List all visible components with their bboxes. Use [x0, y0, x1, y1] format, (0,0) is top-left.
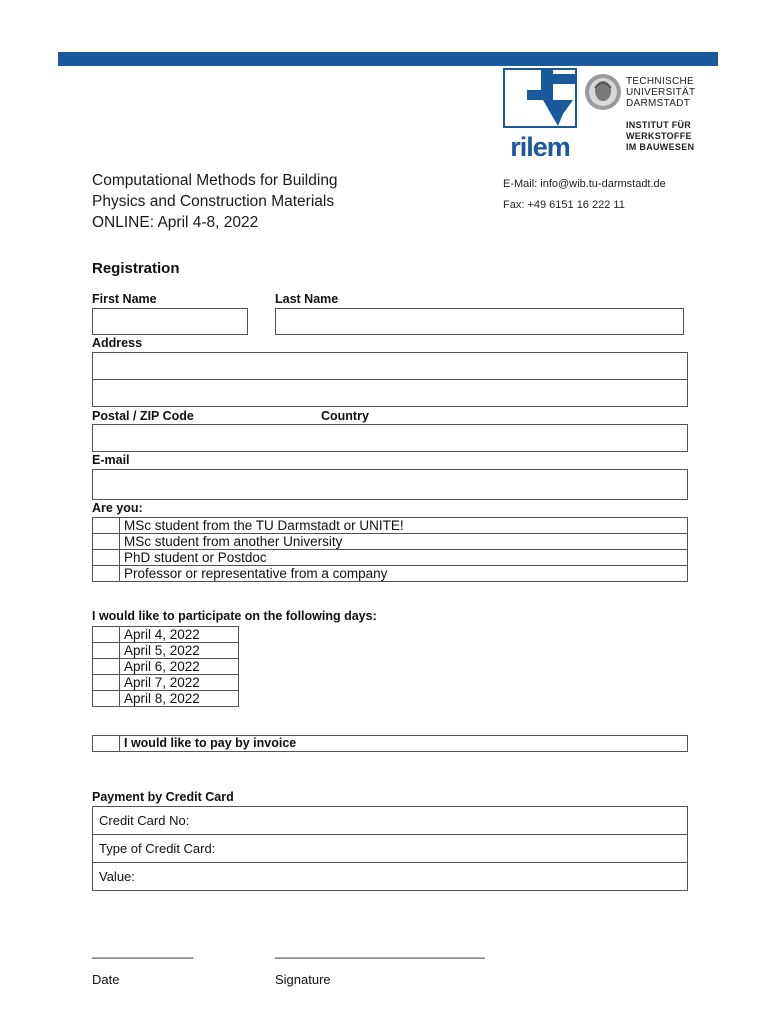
contact-info	[503, 174, 666, 216]
address-line1-field[interactable]	[92, 352, 688, 380]
email-field[interactable]	[92, 469, 688, 500]
credit-card-table	[92, 806, 688, 891]
credit-card-value-field[interactable]: Value:	[99, 869, 135, 884]
checkbox[interactable]	[93, 627, 120, 643]
list-item: Professor or representative from a company	[93, 566, 688, 582]
checkbox[interactable]	[93, 643, 120, 659]
address-label: Address	[92, 336, 143, 350]
event-title: Computational Methods for Building Physics and Construction Materials ONLINE: April 4-8, 2022	[92, 172, 338, 231]
list-item: April 7, 2022	[93, 675, 239, 691]
institute-name: INSTITUT FÜR WERKSTOFFE IM BAUWESEN	[626, 120, 695, 152]
address-line2-field[interactable]	[92, 379, 688, 407]
contact-email: E-Mail: info@wib.tu-darmstadt.de	[503, 178, 666, 190]
email-label: E-mail	[92, 453, 130, 467]
contact-fax: Fax: +49 6151 16 222 11	[503, 199, 625, 211]
are-you-options	[92, 517, 688, 582]
invoice-option	[92, 735, 688, 752]
list-item: April 6, 2022	[93, 659, 239, 675]
last-name-field[interactable]	[275, 308, 684, 335]
list-item: April 5, 2022	[93, 643, 239, 659]
first-name-field[interactable]	[92, 308, 248, 335]
invoice-checkbox[interactable]	[93, 736, 120, 752]
list-item: PhD student or Postdoc	[93, 550, 688, 566]
list-item: I would like to pay by invoice	[93, 736, 688, 752]
list-item: April 8, 2022	[93, 691, 239, 707]
credit-card-type-field[interactable]: Type of Credit Card:	[93, 835, 687, 863]
date-line[interactable]: ______________	[92, 944, 194, 959]
registration-heading: Registration	[92, 260, 180, 277]
rilem-logo	[503, 68, 577, 158]
rilem-logo-text: rilem	[510, 132, 570, 158]
credit-card-number-field[interactable]: Credit Card No:	[93, 807, 687, 835]
checkbox[interactable]	[93, 518, 120, 534]
checkbox[interactable]	[93, 550, 120, 566]
checkbox[interactable]	[93, 691, 120, 707]
postal-country-field[interactable]	[92, 424, 688, 452]
days-label: I would like to participate on the following days:	[92, 609, 377, 623]
first-name-label: First Name	[92, 292, 157, 306]
signature-line[interactable]: _____________________________	[275, 944, 485, 959]
credit-card-heading: Payment by Credit Card	[92, 790, 234, 804]
checkbox[interactable]	[93, 566, 120, 582]
checkbox[interactable]	[93, 675, 120, 691]
last-name-label: Last Name	[275, 292, 339, 306]
tu-darmstadt-name: TECHNISCHE UNIVERSITÄT DARMSTADT	[626, 76, 696, 109]
list-item: April 4, 2022	[93, 627, 239, 643]
date-label: Date	[92, 972, 120, 987]
tu-darmstadt-seal-icon	[584, 72, 622, 112]
country-label: Country	[321, 409, 369, 423]
postal-code-label: Postal / ZIP Code	[92, 409, 194, 423]
checkbox[interactable]	[93, 659, 120, 675]
list-item: MSc student from another University	[93, 534, 688, 550]
days-options	[92, 626, 239, 707]
list-item: MSc student from the TU Darmstadt or UNITE!	[93, 518, 688, 534]
signature-label: Signature	[275, 972, 331, 987]
are-you-label: Are you:	[92, 501, 143, 515]
checkbox[interactable]	[93, 534, 120, 550]
header-color-bar	[58, 52, 718, 66]
